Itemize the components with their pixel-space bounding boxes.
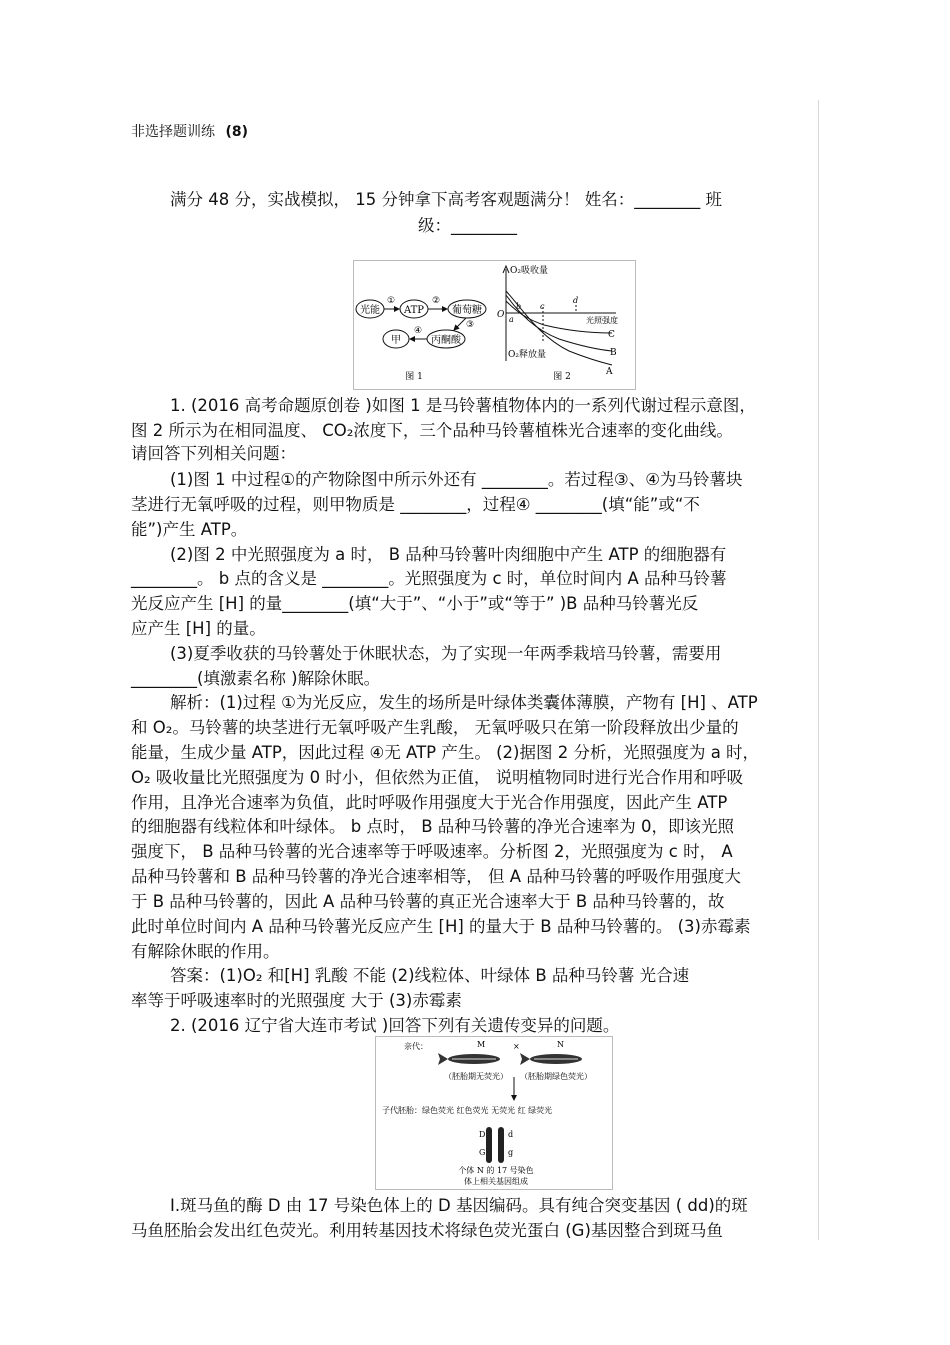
figure-1-2-svg [354,261,635,389]
node-light-label: 光能 [360,305,380,316]
q1-p1-line-1: (1)图 1 中过程①的产物除图中所示外还有 ________。若过程③、④为马铃薯块 [170,470,743,489]
q1-p2-line-1: (2)图 2 中光照强度为 a 时， B 品种马铃薯叶肉细胞中产生 ATP 的细胞器有 [170,545,727,564]
figure-2-caption: 图 2 [553,372,571,382]
q1-analysis-line-9: 于 B 品种马铃薯的，因此 A 品种马铃薯的真正光合速率大于 B 品种马铃薯的，故 [131,892,725,911]
gene-d-upper: D [479,1130,486,1139]
fig2-point-c: c [540,302,545,311]
header-title: 非选择题训练 [131,124,215,140]
fig2-curve-b-label: B [610,348,617,358]
q1-p3-line-2: ________(填激素名称 )解除休眠。 [131,669,381,688]
q1-answer-line-2: 率等于呼吸速率时的光照强度 大于 (3)赤霉素 [131,991,462,1010]
q1-analysis-line-11: 有解除休眠的作用。 [131,942,280,961]
chromosome-caption-1: 个体 N 的 17 号染色 [458,1166,534,1175]
q1-p3-line-1: (3)夏季收获的马铃薯处于休眠状态，为了实现一年两季栽培马铃薯，需要用 [170,644,722,663]
cross-symbol: × [513,1042,520,1051]
q1-analysis-line-10: 此时单位时间内 A 品种马铃薯光反应产生 [H] 的量大于 B 品种马铃薯的。 (3)赤霉素 [131,917,751,936]
fig2-curve-c-label: C [608,330,615,340]
figure-zebrafish-svg [376,1037,612,1189]
node-glucose-label: 葡萄糖 [452,305,482,316]
q1-analysis-line-8: 品种马铃薯和 B 品种马铃薯的净光合速率相等， 但 A 品种马铃薯的呼吸作用强度大 [131,867,741,886]
fish-n-icon [520,1053,582,1065]
parent-n: N [557,1040,564,1049]
fig2-y-top-label: O₂吸收量 [510,266,548,276]
offspring-line: 子代胚胎：绿色荧光 红色荧光 无荧光 红 绿荧光 [382,1106,553,1115]
q1-p2-line-2: ________。 b 点的含义是 ________。光照强度为 c 时，单位时间内 A 品种马铃薯 [131,569,727,588]
header-number: (8) [225,124,248,140]
q1-analysis-line-5: 作用，且净光合速率为负值，此时呼吸作用强度大于光合作用强度，因此产生 ATP [131,793,728,812]
figure-zebrafish [375,1036,613,1190]
fig2-point-b: b [516,302,522,311]
chromosome-caption-2: 体上相关基因组成 [464,1177,528,1186]
section-header [131,120,248,144]
node-pyruvate-label: 丙酮酸 [431,335,461,346]
step-4-label: ④ [413,326,423,336]
q1-p1-line-2: 茎进行无氧呼吸的过程，则甲物质是 ________，过程④ ________(填“能”或“不 [131,495,700,514]
q1-line-1: 1. (2016 高考命题原创卷 )如图 1 是马铃薯植物体内的一系列代谢过程示意图， [170,396,756,415]
q1-p2-line-4: 应产生 [H] 的量。 [131,619,266,638]
q1-analysis-line-4: O₂ 吸收量比光照强度为 0 时小，但依然为正值， 说明植物同时进行光合作用和呼吸 [131,768,744,787]
node-atp-label: ATP [403,305,425,316]
parent-n-note: （胚胎期绿色荧光） [520,1072,592,1081]
page-divider-line [818,100,819,1240]
q2-line: 2. (2016 辽宁省大连市考试 )回答下列有关遗传变异的问题。 [170,1016,620,1035]
q2-p1-line-1: Ⅰ.斑马鱼的酶 D 由 17 号染色体上的 D 基因编码。具有纯合突变基因 ( dd)的斑 [170,1196,748,1215]
fig2-curve-a-label: A [606,367,613,377]
q1-analysis-line-3: 能量，生成少量 ATP，因此过程 ④无 ATP 产生。 (2)据图 2 分析，光照强度为 a 时， [131,743,760,762]
q1-analysis-line-6: 的细胞器有线粒体和叶绿体。 b 点时， B 品种马铃薯的净光合速率为 0，即该光照 [131,817,735,836]
intro-line-1: 满分 48 分，实战模拟， 15 分钟拿下高考客观题满分！ 姓名：________ 班 [170,190,722,209]
q1-answer-line-1: 答案：(1)O₂ 和[H] 乳酸 不能 (2)线粒体、叶绿体 B 品种马铃薯 光合速 [170,966,690,985]
fig2-origin: O [497,310,505,320]
gene-g-lower: g [508,1148,514,1157]
intro-line-2: 级：________ [418,216,517,235]
q1-analysis-line-2: 和 O₂。马铃薯的块茎进行无氧呼吸产生乳酸， 无氧呼吸只在第一阶段释放出少量的 [131,718,739,737]
parent-label: 亲代： [404,1042,428,1051]
step-3-label: ③ [465,320,475,330]
figure-1-2 [353,260,636,390]
fig2-x-label: 光照强度 [586,316,618,325]
cross-arrowhead [511,1095,517,1101]
parent-m-note: （胚胎期无荧光） [444,1072,508,1081]
figure-1-caption: 图 1 [405,372,423,382]
fig2-y-bottom-label: O₂释放量 [508,350,546,360]
q1-p1-line-3: 能”)产生 ATP。 [131,520,248,539]
parent-m: M [477,1040,486,1049]
q1-line-3: 请回答下列相关问题： [131,444,296,463]
fish-m-icon [438,1053,500,1065]
fig2-point-d: d [573,296,579,305]
q2-p1-line-2: 马鱼胚胎会发出红色荧光。利用转基因技术将绿色荧光蛋白 (G)基因整合到斑马鱼 [131,1221,723,1240]
step-2-label: ② [431,296,441,306]
chromosome-right [498,1127,504,1163]
chromosome-left [486,1127,492,1163]
gene-d-lower: d [508,1130,514,1139]
fig2-point-a: a [509,315,514,324]
q1-analysis-line-7: 强度下， B 品种马铃薯的光合速率等于呼吸速率。分析图 2，光照强度为 c 时， A [131,842,733,861]
arrow-step-3 [454,318,466,330]
q1-p2-line-3: 光反应产生 [H] 的量________(填“大于”、“小于”或“等于” )B 品种马铃薯光反 [131,594,699,613]
q1-analysis-line-1: 解析：(1)过程 ①为光反应，发生的场所是叶绿体类囊体薄膜，产物有 [H] 、ATP [170,693,758,712]
gene-g-upper: G [479,1148,486,1157]
step-1-label: ① [386,296,396,306]
node-jia-label: 甲 [391,335,401,346]
q1-line-2: 图 2 所示为在相同温度、 CO₂浓度下，三个品种马铃薯植株光合速率的变化曲线。 [131,421,733,440]
